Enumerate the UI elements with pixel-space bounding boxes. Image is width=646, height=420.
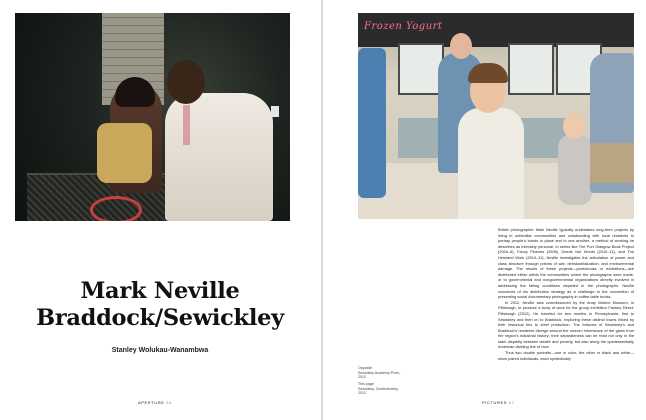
caption-this-label: This page (358, 382, 374, 386)
man-right-shorts (590, 143, 634, 183)
caption-this-year: 2012 (358, 391, 366, 395)
footer-left-label: APERTURE (138, 400, 165, 405)
red-ring (90, 196, 142, 221)
boy-hair (468, 63, 508, 83)
body-paragraph: In 2012, Neville was commissioned by the Andy Warhol Museum, in Pittsburgh, to produce a body of work for the group exhibition Factory Direct: Pittsburgh (2012). He traveled for two months in Pennsylvania, first to Sewickley and then on to Braddock, exploring these distinct towns linked by their historical ties to steel production. The fortunes of Sewickley’s and Braddock’s residents diverge around the uneven inheritance of the gains from the region’s industrial history; their separateness can be read not only in the stark disparity between wealth and poverty, but also along the quintessentially American dividing line of race. (498, 299, 634, 350)
menu-board (508, 43, 554, 95)
footer-right-number: 57 (508, 400, 515, 405)
caption-opposite-label: Opposite (358, 366, 373, 370)
tie (183, 105, 190, 145)
caption-opposite-year: 2012 (358, 375, 366, 379)
man-figure (165, 93, 273, 221)
article-body (498, 227, 634, 361)
yogurt-shop-photo (358, 13, 634, 219)
caption-this-page (358, 382, 418, 396)
shop-sign: Frozen Yogurt (364, 21, 443, 32)
caption-opposite (358, 366, 418, 380)
footer-right-label: PICTURES (482, 400, 508, 405)
body-paragraph: Thus two double portraits—one in color, the other in black and white—show paired individuals, each symbolically (498, 350, 634, 361)
small-child-figure (558, 135, 592, 205)
footer-right (482, 400, 514, 405)
title-line-2: Braddock/Sewickley (36, 305, 284, 331)
man-center-head (450, 33, 472, 59)
caption-opposite-text: Sewickley Academy Prom, (358, 370, 401, 375)
footer-left (138, 400, 172, 405)
girl-dress (97, 123, 152, 183)
byline: Stanley Wolukau-Wanambwa (111, 347, 209, 354)
prom-photo (15, 13, 290, 221)
article-title (15, 278, 305, 332)
man-head (167, 60, 205, 104)
body-paragraph: British photographer Mark Neville typically undertakes long-term projects by living in unfamiliar communities and collaborating with local residents to portray people’s bonds to place and to one another, a method of working he describes as intensely personal. In series like The Port Glasgow Book Project (2004–6), Fancy Pictures (2008), Deeds Not Words (2010–11), and The Helmand Work (2010–11), Neville investigates the articulation of power and class structure through prisms of war, deindustrialization, and environmental damage. The results of these projects—photobooks or exhibitions—are distributed either within the communities where the photographs were made, or to governmental and nongovernmental organizations directly involved in addressing the failing conditions depicted in the photographs. Neville conceives of his distribution strategy as a challenge to the convention of presenting social documentary photography in coffee-table books. (498, 227, 634, 300)
boy-figure (458, 108, 524, 219)
small-child-head (563, 113, 585, 139)
caption-this-text: Sewickley, Confectionery, (358, 386, 399, 391)
footer-left-number: 54 (166, 400, 172, 405)
man-left-figure (358, 48, 386, 198)
white-cup (271, 106, 279, 117)
title-line-1: Mark Neville (80, 278, 240, 304)
